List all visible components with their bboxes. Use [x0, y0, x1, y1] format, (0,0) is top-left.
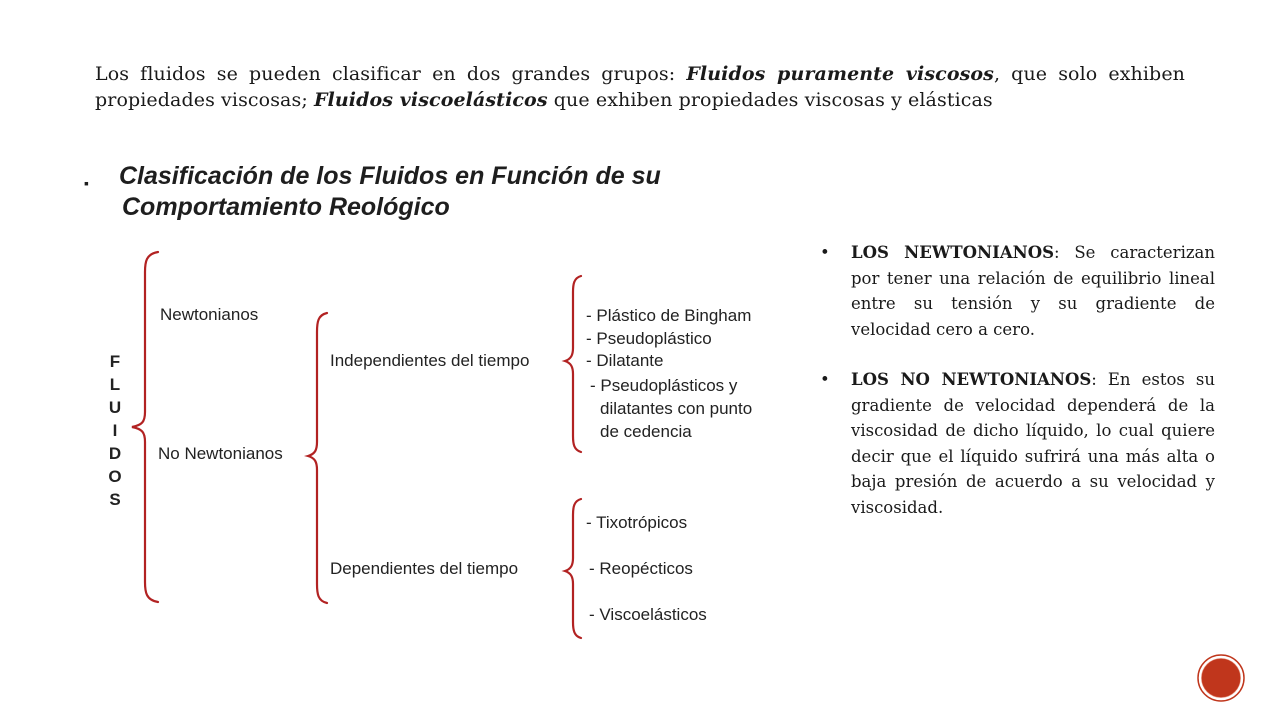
root-letter: L [109, 375, 121, 394]
root-letter: S [109, 490, 121, 509]
orange-circle-logo-icon [1197, 654, 1245, 702]
brace-root [132, 252, 158, 602]
intro-text-3: que exhiben propiedades viscosas y elásticas [547, 88, 993, 111]
bullet-icon: • [820, 370, 830, 389]
leaf-item: - Tixotrópicos [586, 513, 688, 532]
definition-term: LOS NEWTONIANOS [851, 243, 1055, 262]
definition-item [820, 240, 1215, 342]
node-dependientes: Dependientes del tiempo [330, 559, 519, 578]
bullet-icon: • [820, 243, 830, 262]
definitions-list [820, 240, 1215, 545]
leaf-item: de cedencia [600, 422, 692, 441]
square-bullet-icon: ▪ [84, 175, 89, 191]
intro-term-1: Fluidos puramente viscosos [686, 63, 994, 85]
root-letter: F [109, 352, 121, 371]
heading-line-1: Clasificación de los Fluidos en Función de su [119, 162, 661, 190]
leaf-item: dilatantes con punto [600, 399, 753, 418]
root-letter: U [108, 398, 122, 417]
root-letter: D [108, 444, 122, 463]
node-independientes: Independientes del tiempo [330, 351, 530, 370]
brace-no-newtonianos [308, 313, 327, 603]
leaf-item: - Viscoelásticos [589, 605, 707, 624]
definition-text: : En estos su gradiente de velocidad dependerá de la viscosidad de dicho líquido, lo cual quiere decir que el líquido sufrirá una más alta o baja presión de acuerdo a su velocidad y viscosidad. [851, 370, 1215, 517]
leaf-item: - Pseudoplásticos y [590, 376, 738, 395]
heading-line-2: Comportamiento Reológico [122, 193, 450, 221]
brace-dependientes [565, 499, 581, 638]
fluidos-vertical-label [107, 350, 123, 511]
root-letter: O [108, 467, 122, 486]
definition-term: LOS NO NEWTONIANOS [851, 370, 1092, 389]
leaf-item: - Reopécticos [589, 559, 693, 578]
leaf-item: - Plástico de Bingham [586, 306, 752, 325]
intro-text-2: , que solo exhiben propiedades viscosas; [95, 63, 1185, 111]
leaf-item: - Dilatante [586, 351, 664, 370]
intro-text-1: Los fluidos se pueden clasificar en dos grandes grupos: [95, 63, 687, 85]
leaf-item: - Pseudoplástico [586, 329, 712, 348]
brace-independientes [565, 276, 581, 452]
intro-term-2: Fluidos viscoelásticos [313, 88, 548, 111]
definition-item [820, 367, 1215, 520]
root-letter: I [112, 421, 118, 440]
node-no-newtonianos: No Newtonianos [158, 444, 283, 463]
node-newtonianos: Newtonianos [160, 305, 259, 324]
definition-text: : Se caracterizan por tener una relación de equilibrio lineal entre su tensión y su gradiente de velocidad cero a cero. [851, 243, 1215, 339]
